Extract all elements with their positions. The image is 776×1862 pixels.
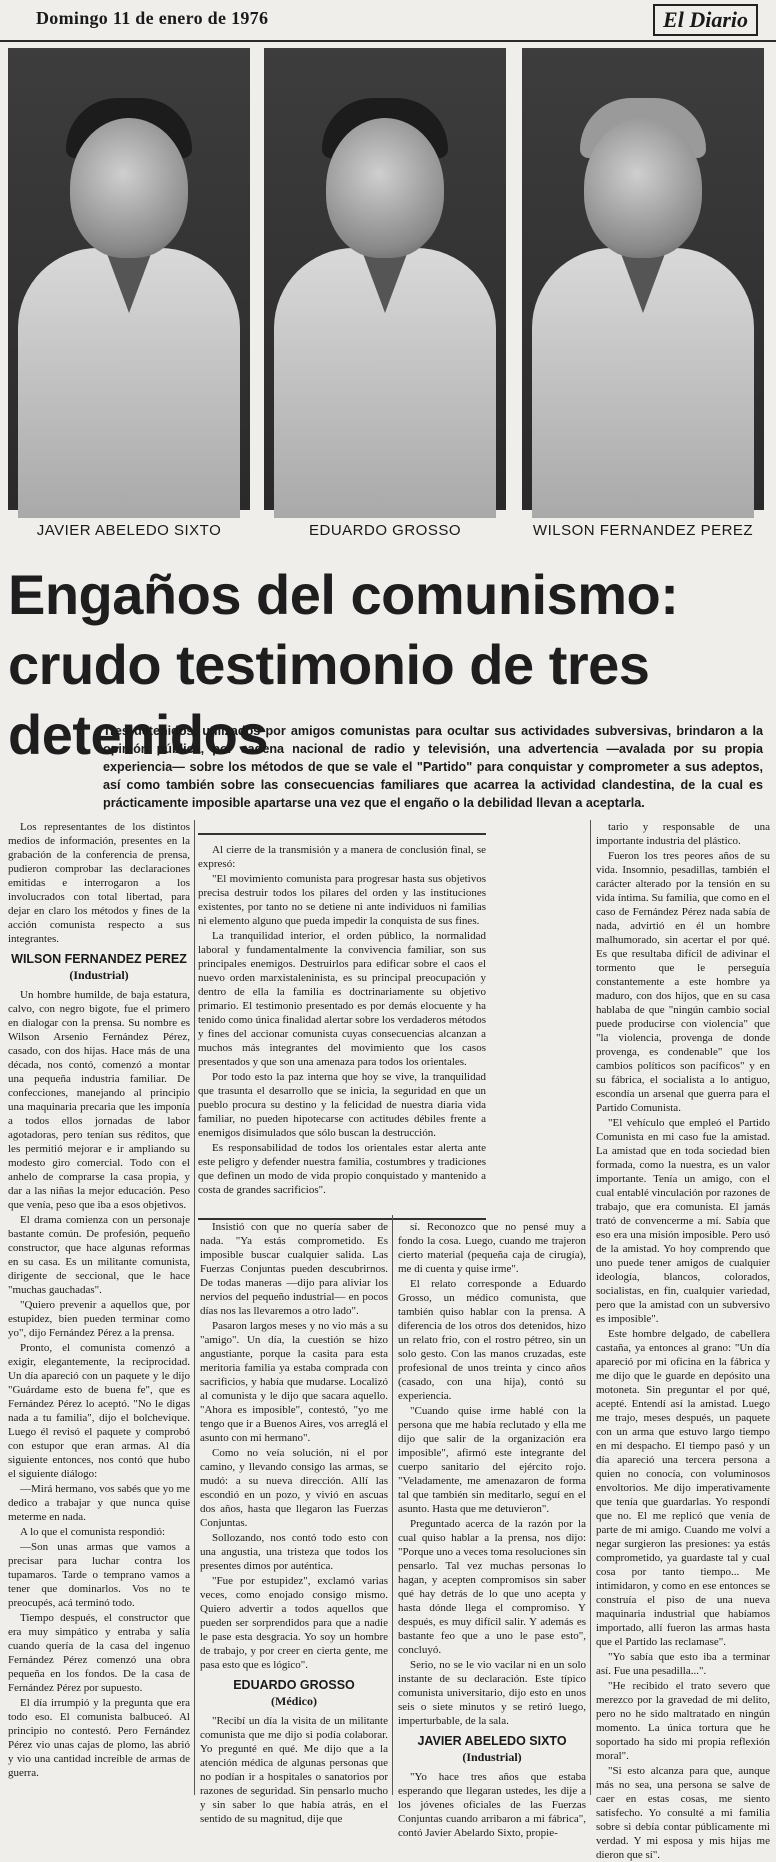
paragraph: Pronto, el comunista comenzó a exigir, elegantemente, la reciprocidad. Un día apareció con un paquete y le dijo "Guárdame esto de buena fe", que es Fernández Pérez lo aceptó. "No le digas nada a tu familia", dijo el bolchevique. Luego él revisó el paquete y comprobó con estupor que eran armas. Al día siguiente entonces, nos contó que hubo el siguiente diálogo:	[8, 1342, 190, 1480]
paragraph: Tiempo después, el constructor que era muy simpático y entraba y salía cuando quería de la casa del ingenuo Fernández Pérez comenzó una obra pequeña en los fondos. De la casa de Fernández Pérez por supuesto.	[8, 1612, 190, 1694]
article-column-1	[8, 820, 190, 1795]
paragraph: El relato corresponde a Eduardo Grosso, un médico comunista, que también quiso hablar con la prensa. A diferencia de los otros dos detenidos, hizo un relato frío, con el rostro pétreo, sin un solo gesto. Con las manos cruzadas, este profesional de unos treinta y cinco años (casado, con una hija), contó su experiencia.	[398, 1278, 586, 1402]
article-column-2	[200, 1220, 388, 1825]
paragraph: Este hombre delgado, de cabellera castaña, ya entonces al grano: "Un día apareció por mi oficina en la fábrica y me dijo que le guarde en depósito una motoneta. Sin preguntar el por qué, acepté. Entendí así la amistad. Luego me trajo, meses después, un paquete con un arma que estuvo largo tiempo en mi despacho. El tiempo pasó y un día apareció una tercera persona a quien no conocía, con voluminosos envoltorios. Me dijo imperativamente que tenía que guardarlas. Yo respondí que no. El me replicó que venía de parte de mi amigo. Cuando me volví a negar surgieron las presiones: ya estás comprometido, ya guardaste tal y cual cosa por tanto tiempo... Me intimidaron, y como en ese entonces se construía el piso de una nueva maquinaria industrial que habíamos importado, allí fueron las armas hasta que el Partido las reclamase".	[596, 1328, 770, 1648]
paragraph: A lo que el comunista respondió:	[20, 1526, 166, 1538]
article-headline: Engaños del comunismo: crudo testimonio de tres detenidos	[8, 563, 679, 766]
paragraph: tario y responsable de una importante industria del plástico.	[596, 821, 770, 847]
paragraph: "Fue por estupidez", exclamó varias veces, como enojado consigo mismo. Quiero advertir a todos aquellos que pueden ser sorprendidos para que a nadie le pase esta desgracia. Yo soy un hombre de trabajo, y por creer en cierta gente, me pasa esto que es lógico".	[200, 1575, 388, 1671]
photo-eduardo-grosso	[264, 48, 506, 510]
paragraph: Sollozando, nos contó todo esto con una angustia, una tristeza que todos los presentes dimos por auténtica.	[200, 1532, 388, 1572]
section-heading: JAVIER ABELEDO SIXTO	[417, 1734, 567, 1748]
paragraph: —Mirá hermano, vos sabés que yo me dedico a trabajar y que nunca quise meterme en nada.	[8, 1483, 190, 1523]
article-column-4	[596, 820, 770, 1861]
conclusion-box	[198, 833, 486, 1220]
paragraph: "He recibido el trato severo que merezco por la gravedad de mi delito, pero no he sido maltratado en ningún momento. La única tortura que he soportado ha sido mi propia reflexión moral".	[596, 1680, 770, 1762]
photo-caption: JAVIER ABELEDO SIXTO	[36, 522, 222, 539]
paragraph: "Yo hace tres años que estaba esperando que llegaran ustedes, les dije a los jóvenes oficiales de las Fuerzas Conjuntas cuando arribaron a mi fábrica", contó Javier Abelardo Sixto, propie-	[398, 1771, 586, 1839]
paragraph: —Son unas armas que vamos a precisar para luchar contra los tupamaros. Tarde o temprano vamos a tener que dominarlos. Vos no te preocupés, acá terminó todo.	[8, 1541, 190, 1609]
paragraph: "Yo sabía que esto iba a terminar así. Fue una pesadilla...".	[596, 1651, 770, 1677]
paragraph: sí. Reconozco que no pensé muy a fondo la cosa. Luego, cuando me trajeron cierto material (pequeña caja de cirugía), me di cuenta y quise irme".	[398, 1221, 586, 1275]
section-heading: EDUARDO GROSSO	[233, 1678, 355, 1692]
newspaper-logo: El Diario	[653, 4, 758, 36]
section-subheading: (Industrial)	[69, 968, 129, 982]
paragraph: Los representantes de los distintos medios de información, presentes en la grabación de la conferencia de prensa, pudieron comprobar las declaraciones emitidas e interrogaron a los involucrados con total libertad, para dejar en claro los métodos y fines de la acción comunista respecto a sus integrantes.	[8, 821, 190, 945]
column-divider	[392, 1215, 393, 1795]
section-subheading: (Industrial)	[462, 1750, 522, 1764]
paragraph: "Cuando quise irme hablé con la persona que me había reclutado y ella me dijo que salir de la organización era imposible", afirmó este integrante del cuerpo sanitario del ejército rojo. "Veladamente, me amenazaron de forma tal que también sin meditarlo, seguí en el asunto. Hasta que me detuvieron".	[398, 1405, 586, 1515]
photo-javier-abeledo-sixto	[8, 48, 250, 510]
photo-caption: EDUARDO GROSSO	[308, 522, 462, 539]
paragraph: Pasaron largos meses y no vio más a su "amigo". Un día, la cuestión se hizo angustiante, porque la casita para esta meritoria familia ya estaba comprada con sacrificios, y había que mudarse. Localizó al comunista y le dijo que sacara aquello. "Ahora es imposible", contestó, "yo me tengo que ir a Buenos Aires, vos arreglá el asunto con mi hermano".	[200, 1320, 388, 1444]
paragraph: Fueron los tres peores años de su vida. Insomnio, pesadillas, también el carácter alterado por la tensión en su vida íntima. Su familia, que como en el caso de Fernández Pérez nada sabía de nada, advirtió en él un hombre malhumorado, sin acertar el por qué. Es que resultaba difícil de adivinar el tormento que le perseguía constantemente a este hombre ya maduro, con dos hijos, que en su casa hablaba de que "ningún cambio social puede producirse con violencia" que "la violencia, provenga de donde provenga, es condenable" que los cambios políticos son pacíficos" y en su fábrica, el socialista a lo antiguo, escondía un arsenal que guerra para el Partido Comunista.	[596, 850, 770, 1114]
paragraph: "Recibí un día la visita de un militante comunista que me dijo si podía colaborar. Yo pregunté en qué. Me dijo que a la atención médica de algunas personas que no podían ir a hospitales o sanatorios por razones de seguridad. Sin pensarlo mucho y sin saber lo que había atrás, en el sentido de su magnitud, dije que	[200, 1715, 388, 1825]
paragraph: "Quiero prevenir a aquellos que, por estupidez, bien pueden terminar como yo", dijo Fernández Pérez a la prensa.	[8, 1299, 190, 1339]
photo-caption: WILSON FERNANDEZ PEREZ	[532, 522, 754, 539]
column-divider	[194, 820, 195, 1795]
photo-wilson-fernandez-perez	[522, 48, 764, 510]
paragraph: Un hombre humilde, de baja estatura, calvo, con negro bigote, fue el primero en dialogar con la prensa. Su nombre es Wilson Arsenio Fernández Pérez, casado, con dos hijas. Hace más de una década, nos contó, comenzó a montar una pequeña industria familiar. De confecciones, manejando al principio una maquinaria precaria que les imponía a todos ellos jornadas de labor agotadoras, pero tenían sus réditos, que les permitió mejorar e ir ampliando su modesto giro comercial. Todo con el anhelo de comprarse la casa propia, y dar a las niñas la mejor educación. Peso que venía, peso que iba a esos objetivos.	[8, 989, 190, 1211]
paragraph: El drama comienza con un personaje bastante común. De profesión, pequeño constructor, que hace algunas reformas en su casa. Es un militante comunista, dirigente de seccional, que le hace "muchas gauchadas".	[8, 1214, 190, 1296]
paragraph: Serio, no se le vio vacilar ni en un solo instante de su declaración. Este típico comunista universitario, dijo esto en unos seis o siete minutos y se retiró luego, imperturbable, de la sala.	[398, 1659, 586, 1727]
paragraph: Insistió con que no quería saber de nada. "Ya estás comprometido. Es imposible buscar cualquier salida. Las Fuerzas Conjuntas pueden descubrirnos. De todas maneras —dijo para aliviar los nervios del pequeño industrial— en pocos días nos las llevaremos a otro lado".	[200, 1221, 388, 1317]
paragraph: "El movimiento comunista para progresar hasta sus objetivos precisa destruir todos los pilares del orden y las instituciones existentes, por tanto no se detiene ni ante individuos ni familias ni elemento alguno que pueda impedir la conquista de sus fines.	[198, 873, 486, 927]
article-lead: Tres detenidos, utilizados por amigos comunistas para ocultar sus actividades subversivas, brindaron a la opinión pública, por cadena nacional de radio y televisión, una advertencia —avalada por su propia experiencia— sobre los métodos de que se vale el "Partido" para conquistar y comprometer a sus adeptos, así como también sobre las consecuencias familiares que acarrea la actividad clandestina, de la cual es prácticamente imposible apartarse una vez que el engaño o la debilidad llevan a aceptarla.	[103, 724, 763, 810]
paragraph: "El vehículo que empleó el Partido Comunista en mi caso fue la amistad. La amistad que en toda sociedad bien formada, como la nuestra, es un valor importante. Tenía un amigo, con el cual entablé vinculación por razones de trabajo, que era comunista. El jamás trató de convencerme a mí. Sabía que eso era una misión imposible. Pero usó de la amistad. Yo hoy comprendo que uno puede tener amigos de cualquier ideología, blancos, colorados, socialistas, en fin, cualquier variedad, pero que la amistad con un subversivo es imposible".	[596, 1117, 770, 1325]
column-divider	[590, 820, 591, 1795]
paragraph: La tranquilidad interior, el orden público, la normalidad laboral y fundamentalmente la convivencia familiar, son sus principales enemigos. Destruirlos para edificar sobre el caos el nuevo orden marxistaleninista, es su principal preocupación y dentro de ella la familia es doctrinariamente su objetivo primario. El testimonio presentado es por demás elocuente y ha tenido como única finalidad alertar sobre los verdaderos métodos y fines del accionar comunista cuyas consecuencias alcanzan a muchos más integrantes del movimiento que los casos presentados y que son una amenaza para todos los orientales.	[198, 930, 486, 1068]
paragraph: Como no veía solución, ni el por camino, y llevando consigo las armas, se mudó: a su nueva dirección. Allí las escondió en un pozo, y vivió en ascuas dos años, hasta que llegaron las Fuerzas Conjuntas.	[200, 1447, 388, 1529]
page-header	[0, 0, 776, 42]
article-column-3	[398, 1220, 586, 1839]
paragraph: Por todo esto la paz interna que hoy se vive, la tranquilidad que trasunta el desarrollo que se inicia, la seguridad en que un pueblo procura su destino y la felicidad de nuestra diaria vida familiar, no pueden hipotecarse con actitudes débiles frente a enemigos disimulados que sólo buscan la destrucción.	[198, 1071, 486, 1139]
section-subheading: (Médico)	[271, 1694, 317, 1708]
paragraph: El día irrumpió y la pregunta que era todo eso. El comunista balbuceó. Al principio no contestó. Pero Fernández Pérez vio unas cajas de plomo, las abrió y vio una cantidad increíble de armas de guerra.	[8, 1697, 190, 1779]
paragraph: "Si esto alcanza para que, aunque más no sea, una persona se salve de caer en estas cosas, me siento satisfecho. Yo consulté a mi familia sobre si debía contar públicamente mi verdad. Y mi esposa y mis hijas me dieron que sí".	[596, 1765, 770, 1861]
paragraph: Es responsabilidad de todos los orientales estar alerta ante este peligro y defender nuestra familia, costumbres y tradiciones que definen un modo de vida propio conquistado y mantenido a costa de grandes sacrificios".	[198, 1142, 486, 1196]
paragraph: Preguntado acerca de la razón por la cual quiso hablar a la prensa, nos dijo: "Porque uno a veces toma resoluciones sin pensarlo. Tal vez muchas personas lo hagan, y acepten compromisos sin saber qué hay detrás de lo que uno acepta y hasta dónde llega el compromiso. Y después, es muy difícil salir. Y además es bastante feo que a uno le pase esto", concluyó.	[398, 1518, 586, 1656]
issue-date: Domingo 11 de enero de 1976	[36, 8, 269, 28]
paragraph: Al cierre de la transmisión y a manera de conclusión final, se expresó:	[198, 844, 486, 870]
section-heading: WILSON FERNANDEZ PEREZ	[11, 952, 187, 966]
